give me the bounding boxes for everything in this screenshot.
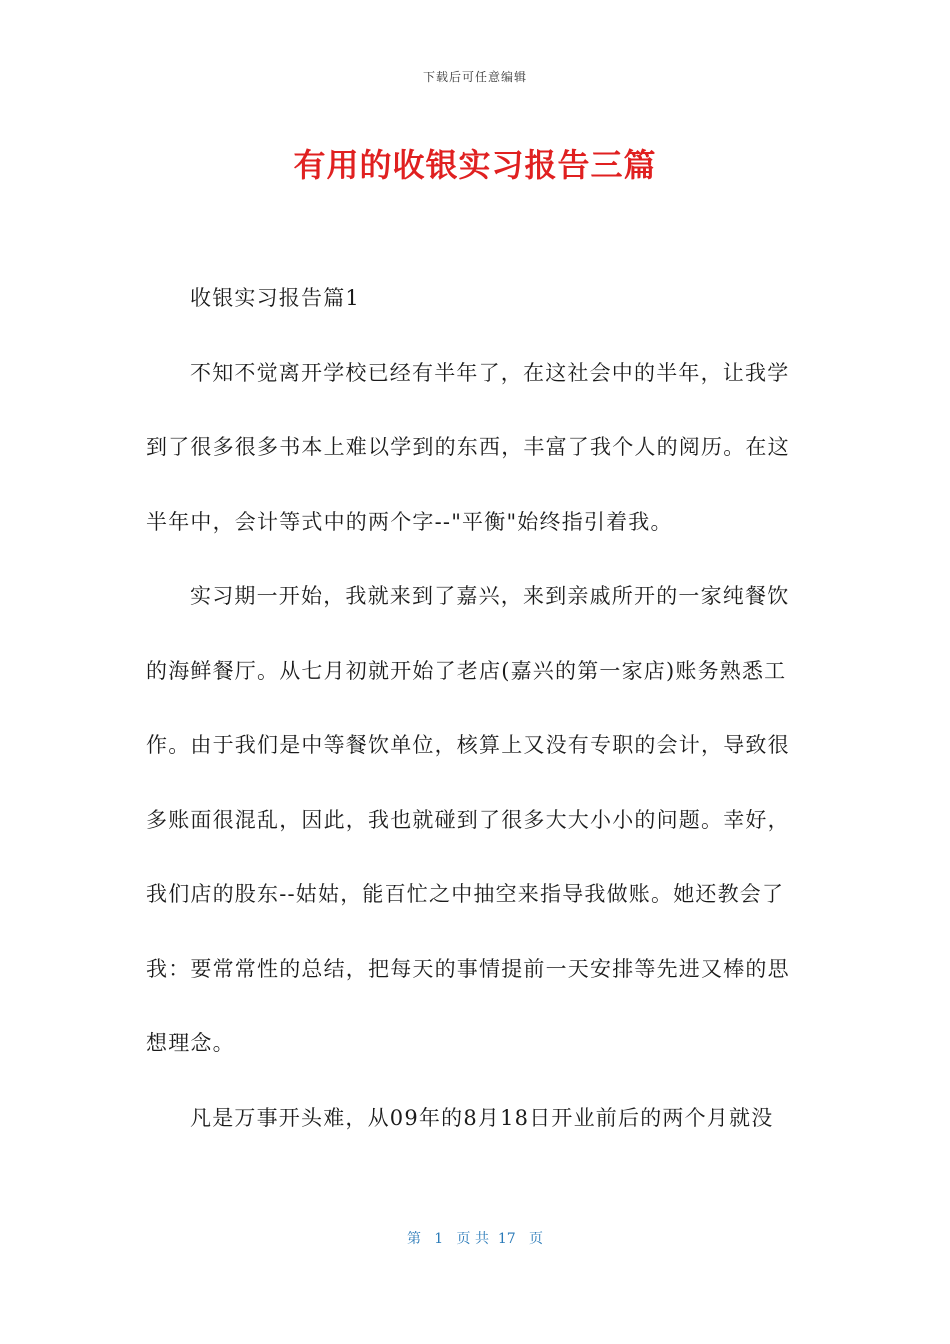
document-title: 有用的收银实习报告三篇 bbox=[293, 146, 657, 184]
body-line: 到了很多很多书本上难以学到的东西，丰富了我个人的阅历。在这 bbox=[146, 435, 790, 459]
body-line: 我们店的股东--姑姑，能百忙之中抽空来指导我做账。她还教会了 bbox=[146, 882, 785, 906]
body-line: 收银实习报告篇1 bbox=[190, 286, 360, 310]
body-line: 的海鲜餐厅。从七月初就开始了老店(嘉兴的第一家店)账务熟悉工 bbox=[146, 658, 787, 683]
body-line: 不知不觉离开学校已经有半年了，在这社会中的半年，让我学 bbox=[190, 360, 790, 385]
body-line: 半年中，会计等式中的两个字--"平衡"始终指引着我。 bbox=[146, 509, 673, 534]
body-line: 作。由于我们是中等餐饮单位，核算上又没有专职的会计，导致很 bbox=[146, 733, 790, 757]
header-note: 下载后可任意编辑 bbox=[422, 70, 527, 84]
body-line: 凡是万事开头难，从09年的8月18日开业前后的两个月就没 bbox=[190, 1105, 774, 1130]
body-line: 想理念。 bbox=[146, 1031, 235, 1055]
document-body bbox=[146, 270, 796, 1164]
body-line: 多账面很混乱，因此，我也就碰到了很多大大小小的问题。幸好， bbox=[146, 807, 790, 832]
body-line: 实习期一开始，我就来到了嘉兴，来到亲戚所开的一家纯餐饮 bbox=[190, 584, 790, 608]
body-line: 我：要常常性的总结，把每天的事情提前一天安排等先进又棒的思 bbox=[146, 956, 790, 981]
page-footer: 第 1 页 共 17 页 bbox=[406, 1231, 544, 1247]
